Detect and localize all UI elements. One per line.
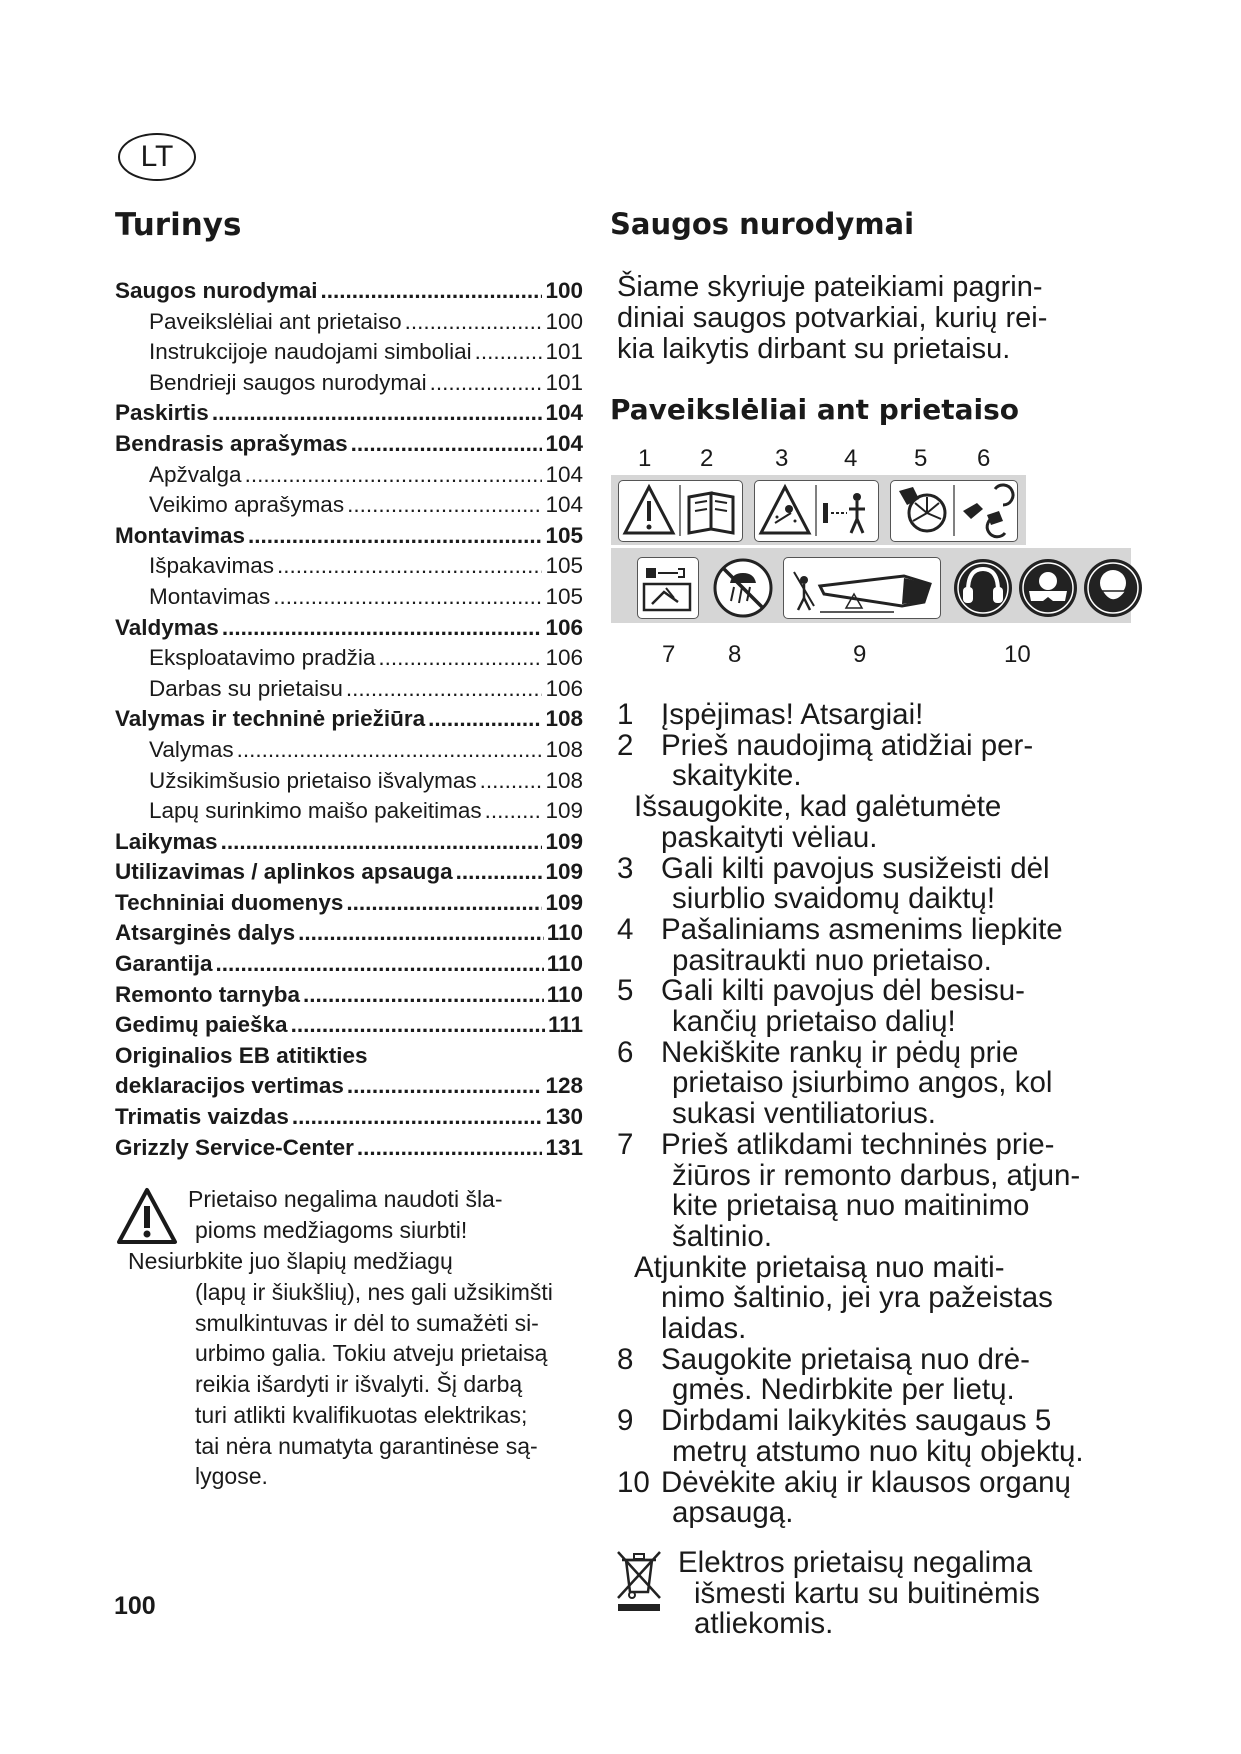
toc-label: Išpakavimas bbox=[149, 553, 275, 579]
toc-row bbox=[115, 1071, 583, 1102]
warning-icon bbox=[116, 1187, 178, 1245]
toc-page: 109 bbox=[545, 889, 583, 915]
list-item-line: siurblio svaidomų daiktų! bbox=[672, 882, 996, 916]
toc-leader bbox=[346, 674, 543, 705]
toc-label: Bendrasis aprašymas bbox=[115, 430, 348, 456]
toc-label: deklaracijos vertimas bbox=[115, 1073, 344, 1099]
toc-row bbox=[115, 582, 583, 613]
toc-label: Trimatis vaizdas bbox=[115, 1104, 289, 1130]
toc-row bbox=[115, 429, 583, 460]
toc-label: Valymas ir techninė priežiūra bbox=[115, 706, 426, 732]
decal-unplug-before-service bbox=[637, 557, 699, 619]
toc-leader bbox=[371, 1041, 580, 1072]
list-item-line: Gali kilti pavojus susižeisti dėl bbox=[661, 851, 1050, 885]
toc-leader bbox=[237, 735, 543, 766]
toc-label: Apžvalga bbox=[149, 461, 242, 487]
decal-eye-protection bbox=[1017, 557, 1079, 619]
toc-page: 109 bbox=[545, 828, 583, 854]
toc-page: 104 bbox=[545, 430, 583, 456]
list-item-line: Dėvėkite akių ir klausos organų bbox=[661, 1465, 1071, 1499]
label-num-7: 7 bbox=[662, 641, 676, 668]
toc-leader bbox=[298, 918, 544, 949]
list-item-number: 4 bbox=[617, 912, 634, 946]
weee-line: Elektros prietaisų negalima bbox=[678, 1546, 1033, 1579]
toc-label: Lapų surinkimo maišo pakeitimas bbox=[149, 798, 482, 824]
toc-leader bbox=[292, 1102, 543, 1133]
toc-page: 105 bbox=[545, 522, 583, 548]
weee-line: atliekomis. bbox=[694, 1607, 834, 1641]
intro-line: Šiame skyriuje pateikiami pagrin- bbox=[617, 271, 1043, 303]
toc-row bbox=[115, 980, 583, 1011]
warning-body-line: lygose. bbox=[195, 1463, 268, 1490]
toc-label: Techniniai duomenys bbox=[115, 889, 344, 915]
toc-leader bbox=[480, 766, 543, 797]
decal-ear-protection bbox=[952, 557, 1014, 619]
toc-row bbox=[115, 1010, 583, 1041]
list-item-line: Nekiškite rankų ir pėdų prie bbox=[661, 1035, 1019, 1069]
toc-label: Valymas bbox=[149, 736, 234, 762]
list-item-line: laidas. bbox=[661, 1312, 747, 1346]
language-badge: LT bbox=[118, 133, 196, 181]
toc-page: 130 bbox=[545, 1104, 583, 1130]
list-item bbox=[617, 851, 1117, 916]
toc-page: 108 bbox=[545, 706, 583, 732]
list-item-line: metrų atstumo nuo kitų objektų. bbox=[672, 1434, 1084, 1468]
list-item-number: 8 bbox=[617, 1342, 634, 1376]
toc-page: 104 bbox=[545, 400, 583, 426]
toc-label: Paveikslėliai ant prietaiso bbox=[149, 308, 402, 334]
list-item-number: 2 bbox=[617, 728, 634, 762]
list-item bbox=[617, 1035, 1117, 1131]
weee-line: išmesti kartu su buitinėmis bbox=[694, 1576, 1040, 1610]
toc-label: Atsarginės dalys bbox=[115, 920, 296, 946]
decal-safe-distance bbox=[783, 557, 941, 619]
weee-bin-icon bbox=[612, 1548, 666, 1612]
toc-page: 106 bbox=[545, 675, 583, 701]
warning-body-line: (lapų ir šiukšlių), nes gali užsikimšti bbox=[195, 1279, 553, 1305]
toc-leader bbox=[347, 490, 542, 521]
warning-body-line: tai nėra numatyta garantinėse są- bbox=[195, 1432, 538, 1459]
toc-page: 110 bbox=[546, 920, 583, 946]
label-num-3: 3 bbox=[775, 445, 789, 472]
toc-row bbox=[115, 1041, 583, 1072]
toc-label: Bendrieji saugos nurodymai bbox=[149, 369, 427, 395]
label-num-8: 8 bbox=[728, 641, 742, 668]
toc-page: 109 bbox=[545, 798, 583, 824]
toc-leader bbox=[475, 337, 543, 368]
list-item-line: Prieš atlikdami techninės prie- bbox=[661, 1127, 1055, 1161]
list-item-line: nimo šaltinio, jei yra pažeistas bbox=[661, 1281, 1053, 1315]
toc-row bbox=[115, 521, 583, 552]
toc-leader bbox=[430, 368, 543, 399]
toc-label: Paskirtis bbox=[115, 400, 209, 426]
label-num-6: 6 bbox=[977, 445, 991, 472]
warning-line-1: Prietaiso negalima naudoti šla- bbox=[188, 1186, 503, 1212]
subsection-title: Paveikslėliai ant prietaiso bbox=[610, 393, 1019, 426]
toc-page: 108 bbox=[545, 736, 583, 762]
toc-row bbox=[115, 888, 583, 919]
list-item-line: Dirbdami laikykitės saugaus 5 bbox=[661, 1404, 1052, 1438]
toc-row bbox=[115, 1133, 583, 1164]
list-item-line: šaltinio. bbox=[672, 1219, 773, 1253]
list-item bbox=[617, 700, 1117, 731]
list-item-line: sukasi ventiliatorius. bbox=[672, 1097, 936, 1131]
list-item-line: kite prietaisą nuo maitinimo bbox=[672, 1189, 1030, 1223]
warning-body-line: smulkintuvas ir dėl to sumažėti si- bbox=[195, 1309, 539, 1336]
toc-page: 110 bbox=[546, 981, 583, 1007]
toc-leader bbox=[273, 582, 542, 613]
list-item-line: pasitraukti nuo prietaiso. bbox=[672, 943, 992, 977]
list-item bbox=[617, 1465, 1117, 1530]
toc-label: Saugos nurodymai bbox=[115, 278, 318, 303]
toc-label: Darbas su prietaisu bbox=[149, 675, 343, 701]
toc-label: Laikymas bbox=[115, 828, 218, 854]
toc-row bbox=[115, 613, 583, 644]
toc-label: Utilizavimas / aplinkos apsauga bbox=[115, 859, 453, 885]
label-num-2: 2 bbox=[700, 445, 714, 472]
toc-label: Eksploatavimo pradžia bbox=[149, 645, 376, 671]
label-num-1: 1 bbox=[638, 445, 652, 472]
toc-page: 128 bbox=[545, 1073, 583, 1099]
list-item bbox=[617, 1127, 1117, 1253]
intro-line: kia laikytis dirbant su prietaisu. bbox=[617, 333, 1011, 365]
decal-no-rain bbox=[712, 557, 774, 619]
toc-row bbox=[115, 490, 583, 521]
toc-leader bbox=[245, 460, 543, 491]
toc-leader bbox=[346, 888, 542, 919]
list-item-number: 10 bbox=[617, 1465, 650, 1499]
toc-row bbox=[115, 796, 583, 827]
list-item-number: 5 bbox=[617, 974, 634, 1008]
toc-leader bbox=[221, 827, 543, 858]
toc-leader bbox=[248, 521, 542, 552]
label-num-10: 10 bbox=[1004, 641, 1031, 668]
toc-leader bbox=[456, 857, 543, 888]
toc-title: Turinys bbox=[115, 207, 242, 243]
list-item-line: žiūros ir remonto darbus, atjun- bbox=[672, 1158, 1081, 1192]
warning-line-3: Nesiurbkite juo šlapių medžiagų bbox=[128, 1248, 453, 1274]
list-item-number: 3 bbox=[617, 851, 634, 885]
toc-label: Užsikimšusio prietaiso išvalymas bbox=[149, 767, 477, 793]
toc-leader bbox=[216, 949, 544, 980]
table-of-contents bbox=[115, 276, 583, 1163]
list-item-line: Prieš naudojimą atidžiai per- bbox=[661, 728, 1034, 762]
toc-label: Originalios EB atitikties bbox=[115, 1042, 368, 1068]
toc-row bbox=[115, 918, 583, 949]
toc-row bbox=[115, 857, 583, 888]
toc-leader bbox=[428, 704, 542, 735]
toc-leader bbox=[321, 276, 543, 307]
list-item-line: apsaugą. bbox=[672, 1496, 794, 1530]
decal-warning-manual bbox=[618, 480, 743, 542]
warning-body bbox=[195, 1277, 595, 1492]
decal-projectile-bystander bbox=[754, 480, 879, 542]
weee-notice bbox=[678, 1548, 1108, 1640]
list-item bbox=[617, 728, 1117, 793]
toc-page: 111 bbox=[547, 1012, 583, 1038]
warning-body-line: turi atlikti kvalifikuotas elektrikas; bbox=[195, 1401, 528, 1428]
toc-page: 131 bbox=[545, 1134, 583, 1160]
list-item bbox=[617, 1342, 1117, 1407]
toc-leader bbox=[405, 307, 543, 338]
toc-page: 100 bbox=[545, 308, 583, 334]
toc-page: 110 bbox=[546, 951, 583, 977]
label-num-4: 4 bbox=[844, 445, 858, 472]
list-item-line: kančių prietaiso dalių! bbox=[672, 1005, 956, 1039]
toc-page: 101 bbox=[545, 339, 583, 365]
list-item bbox=[617, 792, 1117, 853]
toc-page: 108 bbox=[545, 767, 583, 793]
toc-leader bbox=[291, 1010, 545, 1041]
list-item-line: skaitykite. bbox=[672, 759, 802, 793]
toc-leader bbox=[277, 551, 542, 582]
label-num-9: 9 bbox=[853, 641, 867, 668]
toc-leader bbox=[222, 613, 543, 644]
toc-label: Montavimas bbox=[149, 583, 271, 609]
list-item-number: 6 bbox=[617, 1035, 634, 1069]
toc-label: Instrukcijoje naudojami simboliai bbox=[149, 339, 472, 365]
list-item-line: prietaiso įsiurbimo angos, kol bbox=[672, 1066, 1053, 1100]
toc-leader bbox=[357, 1133, 543, 1164]
intro-text bbox=[617, 272, 1097, 365]
warning-line-2: pioms medžiagoms siurbti! bbox=[195, 1217, 468, 1243]
toc-label: Veikimo aprašymas bbox=[149, 492, 345, 518]
toc-row bbox=[115, 643, 583, 674]
toc-row bbox=[115, 735, 583, 766]
list-item-line: gmės. Nedirbkite per lietų. bbox=[672, 1373, 1015, 1407]
toc-label: Remonto tarnyba bbox=[115, 981, 301, 1007]
toc-page: 101 bbox=[545, 369, 583, 395]
toc-row bbox=[115, 276, 583, 307]
toc-page: 105 bbox=[545, 583, 583, 609]
toc-label: Gedimų paieška bbox=[115, 1012, 288, 1038]
decal-mask-protection bbox=[1082, 557, 1144, 619]
list-item-line: paskaityti vėliau. bbox=[661, 820, 878, 854]
decal-rotating-parts bbox=[890, 480, 1018, 542]
list-item-line: Saugokite prietaisą nuo drė- bbox=[661, 1342, 1030, 1376]
toc-page: 106 bbox=[545, 614, 583, 640]
warning-body-line: reikia išardyti ir išvalyti. Šį darbą bbox=[195, 1371, 523, 1398]
toc-page: 104 bbox=[545, 461, 583, 487]
toc-row bbox=[115, 307, 583, 338]
label-num-5: 5 bbox=[914, 445, 928, 472]
list-item-line: Išsaugokite, kad galėtumėte bbox=[634, 790, 1002, 824]
list-item-number: 9 bbox=[617, 1404, 634, 1438]
toc-row bbox=[115, 398, 583, 429]
list-item-line: Įspėjimas! Atsargiai! bbox=[661, 698, 924, 731]
list-item-line: Atjunkite prietaisą nuo maiti- bbox=[634, 1250, 1005, 1284]
list-item-number: 7 bbox=[617, 1127, 634, 1161]
list-item-line: Gali kilti pavojus dėl besisu- bbox=[661, 974, 1025, 1008]
list-item bbox=[617, 912, 1117, 977]
toc-page: 106 bbox=[545, 645, 583, 671]
toc-label: Garantija bbox=[115, 951, 213, 977]
list-item bbox=[617, 1406, 1117, 1467]
list-item-number: 1 bbox=[617, 698, 634, 731]
toc-label: Valdymas bbox=[115, 614, 219, 640]
toc-row bbox=[115, 368, 583, 399]
toc-leader bbox=[212, 398, 543, 429]
warning-body-line: urbimo galia. Tokiu atveju prietaisą bbox=[195, 1340, 548, 1367]
list-item-line: Pašaliniams asmenims liepkite bbox=[661, 912, 1063, 946]
page-number: 100 bbox=[114, 1592, 156, 1620]
toc-row bbox=[115, 949, 583, 980]
intro-line: diniai saugos potvarkiai, kurių rei- bbox=[617, 302, 1048, 334]
toc-leader bbox=[303, 980, 544, 1011]
toc-label: Grizzly Service-Center bbox=[115, 1134, 354, 1160]
toc-leader bbox=[347, 1071, 543, 1102]
toc-row bbox=[115, 460, 583, 491]
toc-label: Montavimas bbox=[115, 522, 246, 548]
pictogram-explanations bbox=[617, 700, 1117, 1529]
toc-row bbox=[115, 1102, 583, 1133]
toc-leader bbox=[351, 429, 543, 460]
list-item bbox=[617, 1250, 1117, 1346]
toc-leader bbox=[378, 643, 542, 674]
toc-page: 109 bbox=[545, 859, 583, 885]
toc-page: 100 bbox=[545, 278, 583, 303]
toc-page: 105 bbox=[545, 553, 583, 579]
toc-page: 104 bbox=[545, 492, 583, 518]
toc-row bbox=[115, 766, 583, 797]
toc-row bbox=[115, 337, 583, 368]
toc-row bbox=[115, 674, 583, 705]
toc-row bbox=[115, 827, 583, 858]
toc-leader bbox=[485, 796, 543, 827]
list-item bbox=[617, 976, 1117, 1037]
toc-row bbox=[115, 551, 583, 582]
section-title: Saugos nurodymai bbox=[610, 207, 915, 241]
toc-row bbox=[115, 704, 583, 735]
